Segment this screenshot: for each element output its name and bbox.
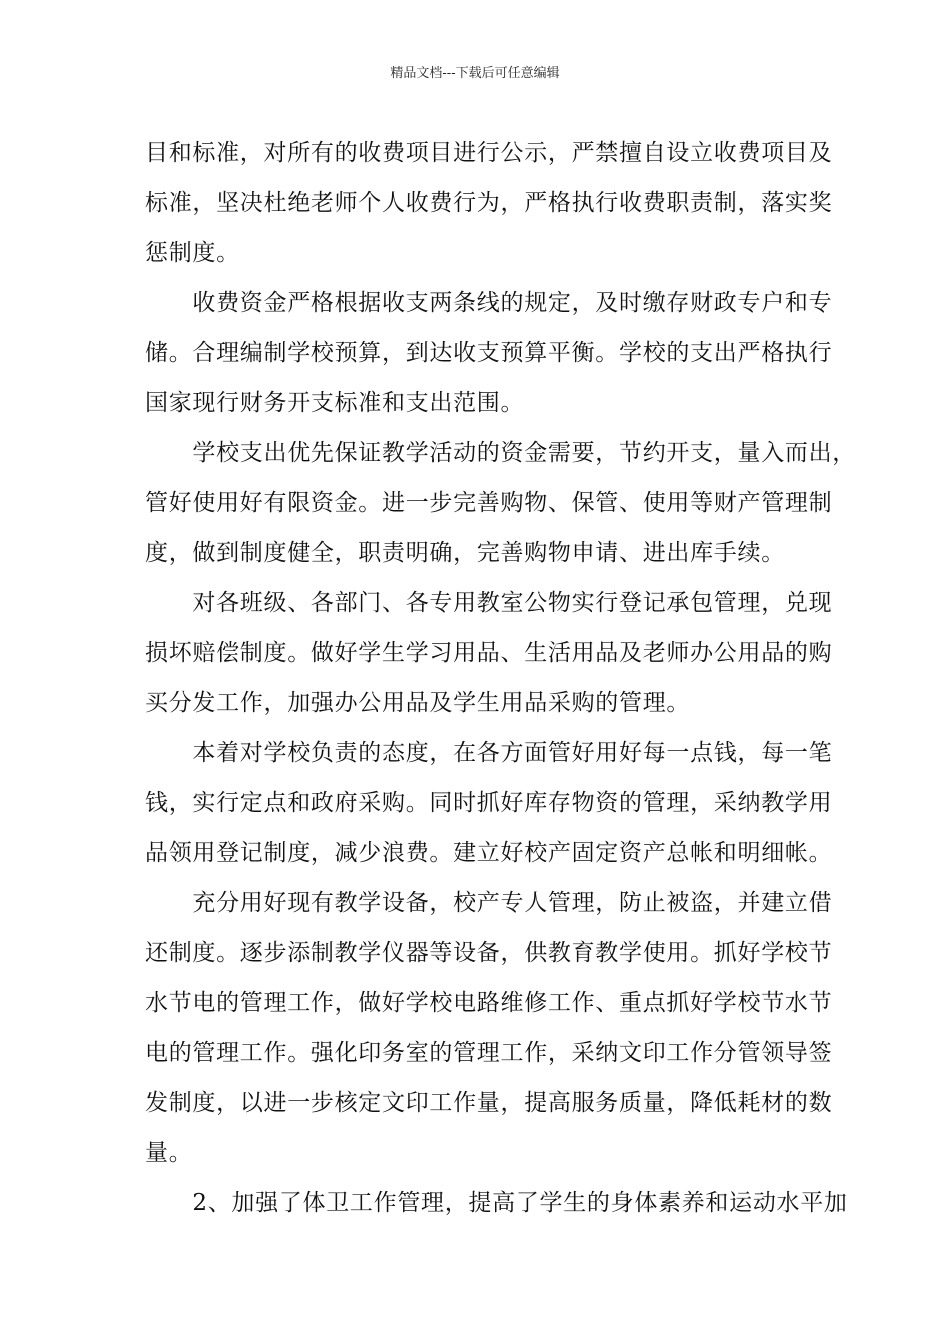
text-line: 收费资金严格根据收支两条线的规定，及时缴存财政专户和专 xyxy=(145,290,833,316)
document-body xyxy=(145,128,856,1228)
text-line: 标准，坚决杜绝老师个人收费行为，严格执行收费职责制，落实奖 xyxy=(145,190,833,216)
text-line: 损坏赔偿制度。做好学生学习用品、生活用品及老师办公用品的购 xyxy=(145,640,833,666)
text-line: 钱，实行定点和政府采购。同时抓好库存物资的管理，采纳教学用 xyxy=(145,790,833,816)
paragraph-6 xyxy=(145,878,833,1178)
paragraph-5 xyxy=(145,728,833,878)
paragraph-1 xyxy=(145,128,833,278)
text-line: 目和标准，对所有的收费项目进行公示，严禁擅自设立收费项目及 xyxy=(145,140,833,166)
text-line: 惩制度。 xyxy=(145,240,240,266)
text-line: 品领用登记制度，减少浪费。建立好校产固定资产总帐和明细帐。 xyxy=(145,840,833,866)
paragraph-4 xyxy=(145,578,833,728)
text-line: 储。合理编制学校预算，到达收支预算平衡。学校的支出严格执行 xyxy=(145,340,833,366)
page-header: 精品文档---下载后可任意编辑 xyxy=(390,66,560,81)
text-line: 电的管理工作。强化印务室的管理工作，采纳文印工作分管领导签 xyxy=(145,1040,833,1066)
text-line: 2、加强了体卫工作管理，提高了学生的身体素养和运动水平加 xyxy=(145,1190,848,1216)
text-line: 还制度。逐步添制教学仪器等设备，供教育教学使用。抓好学校节 xyxy=(145,940,833,966)
text-line: 充分用好现有教学设备，校产专人管理，防止被盗，并建立借 xyxy=(145,890,833,916)
text-line: 发制度，以进一步核定文印工作量，提高服务质量，降低耗材的数 xyxy=(145,1090,833,1116)
text-line: 本着对学校负责的态度，在各方面管好用好每一点钱，每一笔 xyxy=(145,740,833,766)
paragraph-7 xyxy=(145,1178,848,1228)
text-line: 管好使用好有限资金。进一步完善购物、保管、使用等财产管理制 xyxy=(145,490,833,516)
text-line: 国家现行财务开支标准和支出范围。 xyxy=(145,390,525,416)
paragraph-2 xyxy=(145,278,833,428)
text-line: 学校支出优先保证教学活动的资金需要，节约开支，量入而出， xyxy=(145,440,856,466)
text-line: 对各班级、各部门、各专用教室公物实行登记承包管理，兑现 xyxy=(145,590,833,616)
text-line: 量。 xyxy=(145,1140,193,1166)
text-line: 度，做到制度健全，职责明确，完善购物申请、进出库手续。 xyxy=(145,540,785,566)
text-line: 水节电的管理工作，做好学校电路维修工作、重点抓好学校节水节 xyxy=(145,990,833,1016)
paragraph-3 xyxy=(145,428,856,578)
text-line: 买分发工作，加强办公用品及学生用品采购的管理。 xyxy=(145,690,691,716)
